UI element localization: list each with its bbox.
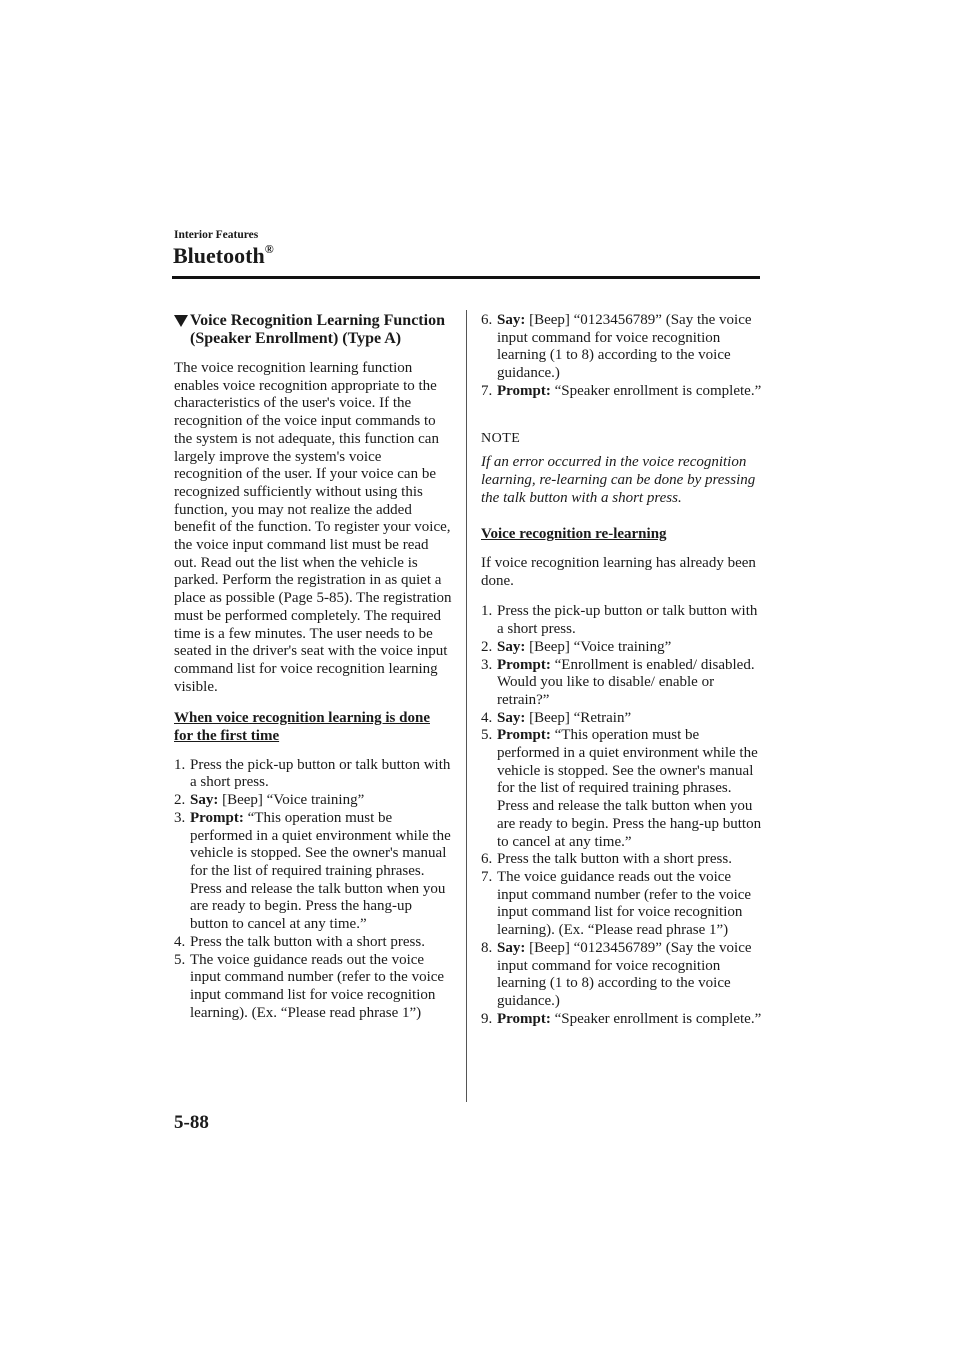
step-text	[497, 657, 763, 710]
step-body: [Beep] “0123456789” (Say the voice input command for voice recognition learning (1 to 8) according to the voice guidance.)	[497, 312, 752, 382]
step-body: “This operation must be performed in a quiet environment while the vehicle is stopped. See the owner's manual for the list of required training phrases. Press and release the talk button when you are ready to begin. Press the hang-up button to cancel at any time.”	[497, 727, 762, 850]
step-number: 2.	[481, 638, 493, 655]
step-number: 2.	[174, 792, 186, 809]
step-text	[497, 603, 763, 638]
step-item	[481, 657, 763, 710]
note-label: NOTE	[481, 430, 521, 446]
step-number: 1.	[481, 603, 493, 620]
step-text	[497, 727, 763, 851]
step-number: 9.	[481, 1010, 493, 1027]
step-text	[497, 851, 763, 869]
relearning-intro: If voice recognition learning has already been done.	[481, 555, 756, 589]
step-body: Press the pick-up button or talk button with a short press.	[190, 756, 451, 791]
subheading-first-time: When voice recognition learning is done for the first time	[174, 710, 430, 745]
step-label: Prompt:	[497, 656, 551, 673]
step-item	[481, 639, 763, 657]
step-item	[481, 1011, 763, 1029]
step-body: Press the talk button with a short press.	[190, 933, 425, 950]
note-text: If an error occurred in the voice recognition learning, re-learning can be done by pressing the talk button with a short press.	[481, 454, 756, 506]
step-text	[190, 757, 452, 792]
step-number: 4.	[481, 709, 493, 726]
step-number: 7.	[481, 868, 493, 885]
step-item	[481, 727, 763, 851]
step-body: The voice guidance reads out the voice input command number (refer to the voice input command list for voice recognition learning). (Ex. “Please read phrase 1”)	[190, 951, 445, 1021]
left-column	[174, 312, 452, 1022]
step-body: “Speaker enrollment is complete.”	[554, 1010, 762, 1027]
step-text	[190, 810, 452, 934]
step-label: Prompt:	[497, 1010, 551, 1027]
step-item	[481, 851, 763, 869]
step-number: 6.	[481, 851, 493, 868]
step-body: [Beep] “0123456789” (Say the voice input command for voice recognition learning (1 to 8) according to the voice guidance.)	[497, 939, 752, 1009]
intro-paragraph: The voice recognition learning function enables voice recognition appropriate to the characteristics of the user's voice. If the recognition of the voice input commands to the system is not adequate, this function can largely improve the system's voice recognition of the user. If your voice can be recognized sufficiently without using this function, you may not realize the added benefit of the function. To register your voice, the voice input command list must be read out. Read out the list when the vehicle is parked. Perform the registration in as quiet a place as possible (Page 5-85). The registration must be performed completely. The required time is a few minutes. The user needs to be seated in the driver's seat with the voice input command list for voice recognition learning visible.	[174, 360, 452, 695]
step-text	[497, 383, 763, 401]
step-item	[174, 810, 452, 934]
step-item	[174, 952, 452, 1023]
step-text	[190, 952, 452, 1023]
step-body: “Speaker enrollment is complete.”	[554, 382, 762, 399]
step-number: 1.	[174, 756, 186, 773]
step-body: Press the pick-up button or talk button with a short press.	[497, 603, 758, 638]
first-time-steps-continued	[481, 312, 763, 401]
step-text	[497, 710, 763, 728]
section-title	[174, 312, 452, 348]
step-number: 7.	[481, 382, 493, 399]
step-number: 3.	[174, 809, 186, 826]
step-body: “This operation must be performed in a quiet environment while the vehicle is stopped. See the owner's manual for the list of required training phrases. Press and release the talk button when you are ready to begin. Press the hang-up button to cancel at any time.”	[190, 809, 451, 933]
step-item	[174, 757, 452, 792]
page-number: 5-88	[174, 1112, 209, 1133]
step-item	[174, 934, 452, 952]
header-section-label: Interior Features	[174, 229, 259, 241]
step-text	[497, 1011, 763, 1029]
step-text	[497, 639, 763, 657]
step-number: 5.	[481, 727, 493, 744]
right-column	[481, 312, 763, 1028]
step-number: 5.	[174, 951, 186, 968]
page-title	[173, 243, 274, 269]
step-item	[481, 710, 763, 728]
step-body: [Beep] “Retrain”	[529, 709, 632, 726]
step-label: Say:	[497, 312, 526, 328]
subheading-relearning: Voice recognition re-learning	[481, 526, 667, 543]
step-item	[174, 792, 452, 810]
step-text	[497, 869, 763, 940]
first-time-steps	[174, 757, 452, 1023]
step-item	[481, 940, 763, 1011]
registered-mark: ®	[264, 241, 274, 256]
header-rule	[172, 276, 760, 279]
step-number: 8.	[481, 939, 493, 956]
step-body: [Beep] “Voice training”	[222, 792, 365, 809]
step-item	[481, 312, 763, 383]
step-label: Prompt:	[190, 809, 244, 826]
step-number: 6.	[481, 312, 493, 328]
step-text	[190, 792, 452, 810]
step-body: “Enrollment is enabled/ disabled. Would you like to disable/ enable or retrain?”	[497, 656, 755, 708]
step-label: Say:	[190, 792, 219, 809]
step-label: Prompt:	[497, 727, 551, 744]
step-body: [Beep] “Voice training”	[529, 638, 672, 655]
step-label: Prompt:	[497, 382, 551, 399]
section-title-text: Voice Recognition Learning Function (Speaker Enrollment) (Type A)	[190, 312, 445, 347]
step-body: Press the talk button with a short press.	[497, 851, 732, 868]
step-label: Say:	[497, 709, 526, 726]
step-number: 3.	[481, 656, 493, 673]
step-item	[481, 603, 763, 638]
page-title-text: Bluetooth	[173, 243, 265, 268]
step-body: The voice guidance reads out the voice input command number (refer to the voice input command list for voice recognition learning). (Ex. “Please read phrase 1”)	[497, 868, 752, 939]
step-text	[190, 934, 452, 952]
step-item	[481, 383, 763, 401]
relearning-steps	[481, 603, 763, 1028]
step-number: 4.	[174, 933, 186, 950]
column-divider	[466, 310, 467, 1102]
step-label: Say:	[497, 638, 526, 655]
step-label: Say:	[497, 939, 526, 956]
triangle-marker-icon	[174, 315, 188, 327]
step-text	[497, 940, 763, 1011]
step-item	[481, 869, 763, 940]
step-text	[497, 312, 763, 383]
